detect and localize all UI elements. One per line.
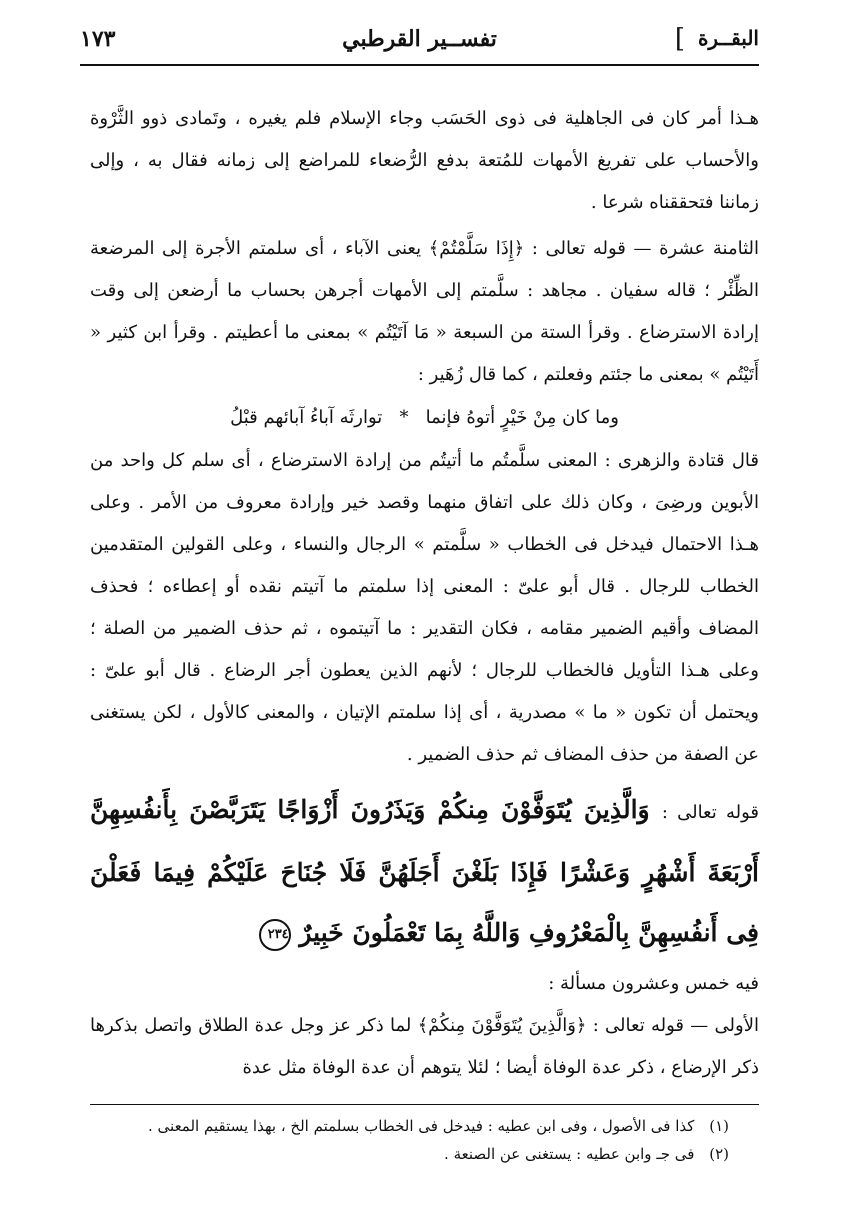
paragraph-2: الثامنة عشرة — قوله تعالى : ﴿إِذَا سَلَّمْتُمْ﴾ يعنى الآباء ، أى سلمتم الأجرة إلى المرضعة الظِّئْر ؛ قاله سفيان . مجاهد : سلَّمتم إلى الأمهات أجرهن بحساب ما أرضعن إلى وقت إرادة الاسترضاع . وقرأ الستة من السبعة « مَا آتَيْتُم » بمعنى ما أعطيتم . وقرأ ابن كثير « أَتَيْتُم » بمعنى ما جئتم وفعلتم ، كما قال زُهَير : xyxy=(90,238,759,385)
page-header xyxy=(80,26,759,66)
footnote-2 xyxy=(100,1140,729,1168)
footnote-1 xyxy=(100,1112,729,1140)
main-text xyxy=(90,98,759,1089)
verse-text: وَالَّذِينَ يُتَوَفَّوْنَ مِنكُمْ وَيَذَرُونَ أَزْوَاجًا يَتَرَبَّصْنَ بِأَنفُسِهِنَّ أَرْبَعَةَ أَشْهُرٍ وَعَشْرًا فَإِذَا بَلَغْنَ أَجَلَهُنَّ فَلَا جُنَاحَ عَلَيْكُمْ فِيمَا فَعَلْنَ فِى أَنفُسِهِنَّ بِالْمَعْرُوفِ وَاللَّهُ بِمَا تَعْمَلُونَ خَبِيرٌ xyxy=(90,795,759,947)
footnote-2-number: (٢) xyxy=(709,1145,729,1163)
poem-hemistich-1: وما كان مِنْ خَيْرٍ أتوهُ فإنما xyxy=(425,407,619,428)
page-number: ١٧٣ xyxy=(80,26,116,52)
ayah-number-mark: ٢٣٤ xyxy=(259,919,291,951)
footnote-rule xyxy=(90,1104,759,1105)
book-title: تفســير القرطبي xyxy=(342,26,497,52)
surah-name: البقــرة xyxy=(697,26,759,50)
poem-hemistich-2: توارثَه آباءُ آبائهم قبْلُ xyxy=(230,407,383,428)
header-bracket: ] xyxy=(674,24,685,54)
footnote-2-text: فى جـ وابن عطيه : يستغنى عن الصنعة . xyxy=(444,1145,695,1163)
footnote-1-number: (١) xyxy=(709,1117,729,1135)
footnote-1-text: كذا فى الأصول ، وفى ابن عطيه : فيدخل فى الخطاب بسلمتم الخ ، بهذا يستقيم المعنى . xyxy=(148,1117,695,1135)
paragraph-1: هـذا أمر كان فى الجاهلية فى ذوى الحَسَب وجاء الإسلام فلم يغيره ، وتَمادى ذوو الثَّرْوة والأحساب على تفريغ الأمهات للمُتعة بدفع الرُّضعاء للمراضع إلى زمانه فقال به ، وإلى زماننا فتحققناه شرعا . xyxy=(90,108,759,213)
first-issue: الأولى — قوله تعالى : ﴿وَالَّذِينَ يُتَوَفَّوْنَ مِنكُمْ﴾ لما ذكر عز وجل عدة الطلاق واتصل بذكرها ذكر الإرضاع ، ذكر عدة الوفاة أيضا ؛ لئلا يتوهم أن عدة الوفاة مثل عدة xyxy=(90,1015,759,1078)
header-rule xyxy=(80,64,759,66)
paragraph-3: قال قتادة والزهرى : المعنى سلَّمتُم ما أتيتُم من إرادة الاسترضاع ، أى سلم كل واحد من الأبوين ورضِىَ ، وكان ذلك على اتفاق منهما وقصد خير وإرادة معروف من الأمر . وعلى هـذا الاحتمال فيدخل فى الخطاب « سلَّمتم » الرجال والنساء ، وعلى القولين المتقدمين الخطاب للرجال . قال أبو علىّ : المعنى إذا سلمتم ما آتيتم نقده أو إعطاءه ؛ فحذف المضاف وأقيم الضمير مقامه ، فكان التقدير : ما آتيتموه ، ثم حذف الضمير من الصلة ؛ وعلى هـذا التأويل فالخطاب للرجال ؛ لأنهم الذين يعطون أجر الرضاع . قال أبو علىّ : ويحتمل أن تكون « ما » مصدرية ، أى إذا سلمتم الإتيان ، والمعنى كالأول ، لكن يستغنى عن الصفة من حذف المضاف ثم حذف الضمير . xyxy=(90,450,760,765)
poem-separator: * xyxy=(399,407,409,428)
quran-verse xyxy=(90,780,759,963)
footnotes xyxy=(100,1112,729,1168)
issue-count: فيه خمس وعشرون مسألة : xyxy=(548,973,759,994)
verse-intro: قوله تعالى : xyxy=(661,802,759,823)
poem-line xyxy=(90,396,759,440)
